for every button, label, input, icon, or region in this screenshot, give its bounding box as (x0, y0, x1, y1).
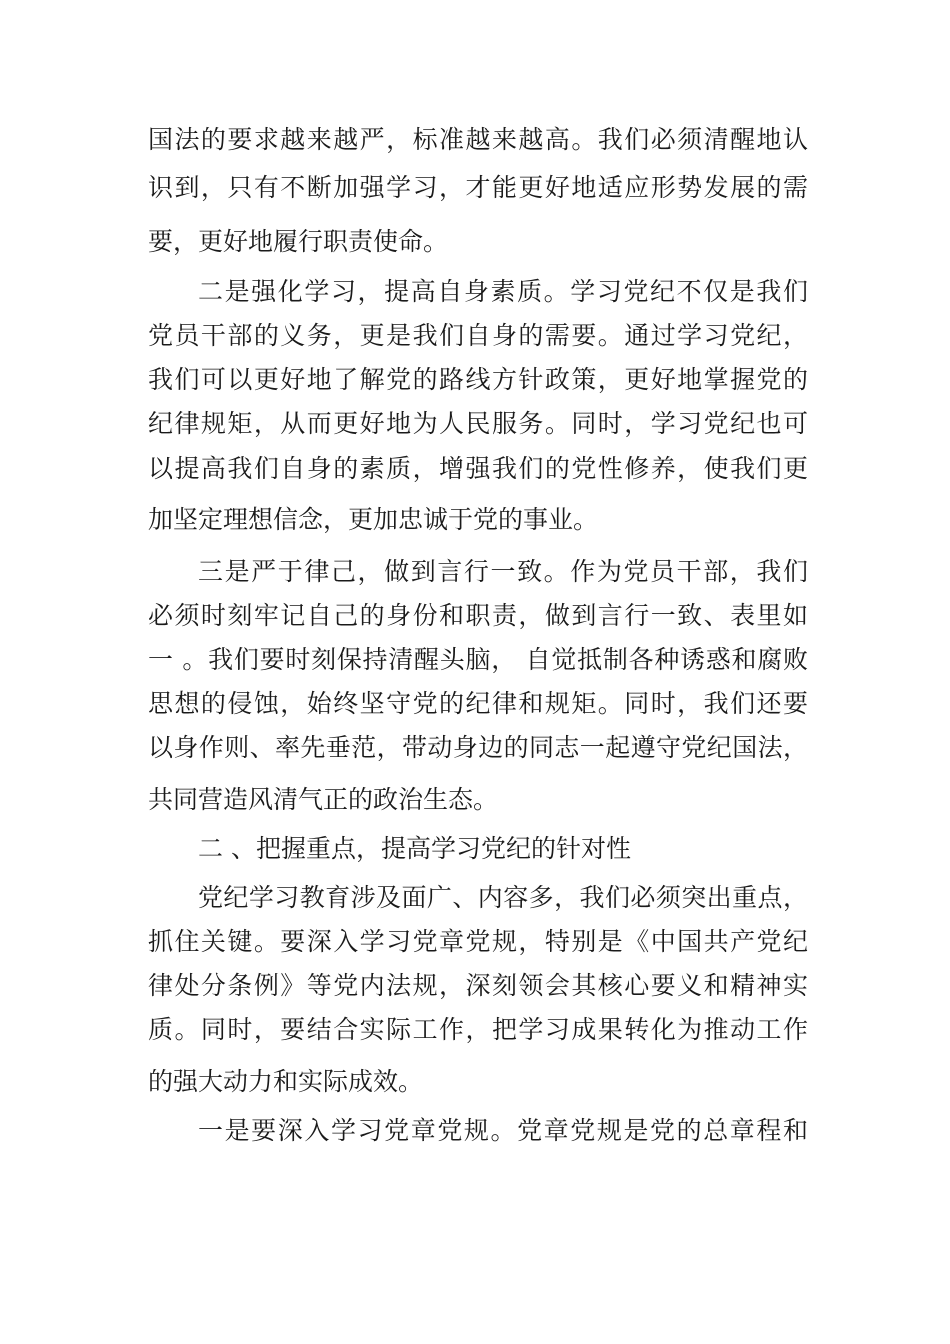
text-line: 识到，只有不断加强学习，才能更好地适应形势发展的需 (148, 173, 808, 202)
text-line: 思想的侵蚀，始终坚守党的纪律和规矩。同时，我们还要 (148, 689, 808, 718)
text-line: 纪律规矩，从而更好地为人民服务。同时，学习党纪也可 (148, 409, 808, 438)
text-line: 以身作则、率先垂范，带动身边的同志一起遵守党纪国法， (148, 733, 808, 762)
text-line: 共同营造风清气正的政治生态。 (148, 785, 499, 814)
text-line: 的强大动力和实际成效。 (148, 1067, 424, 1096)
paragraph-first-line: 二是强化学习，提高自身素质。学习党纪不仅是我们 (198, 277, 808, 306)
text-line: 以提高我们自身的素质，增强我们的党性修养，使我们更 (148, 454, 808, 483)
text-line: 一 。我们要时刻保持清醒头脑， 自觉抵制各种诱惑和腐败 (148, 645, 808, 674)
text-line: 抓住关键。要深入学习党章党规，特别是《中国共产党纪 (148, 927, 808, 956)
paragraph-first-line: 党纪学习教育涉及面广、内容多，我们必须突出重点， (198, 883, 808, 912)
text-line: 加坚定理想信念，更加忠诚于党的事业。 (148, 505, 599, 534)
text-line: 律处分条例》等党内法规，深刻领会其核心要义和精神实 (148, 971, 808, 1000)
text-line: 必须时刻牢记自己的身份和职责，做到言行一致、表里如 (148, 601, 808, 630)
text-line: 质。同时，要结合实际工作，把学习成果转化为推动工作 (148, 1015, 808, 1044)
paragraph-first-line: 一是要深入学习党章党规。党章党规是党的总章程和 (198, 1116, 808, 1145)
paragraph-first-line: 三是严于律己，做到言行一致。作为党员干部，我们 (198, 557, 808, 586)
text-line: 国法的要求越来越严，标准越来越高。我们必须清醒地认 (148, 125, 808, 154)
text-line: 党员干部的义务，更是我们自身的需要。通过学习党纪， (148, 321, 808, 350)
section-heading: 二 、把握重点，提高学习党纪的针对性 (198, 834, 631, 863)
text-line: 我们可以更好地了解党的路线方针政策，更好地掌握党的 (148, 365, 808, 394)
text-line: 要，更好地履行职责使命。 (148, 227, 449, 256)
